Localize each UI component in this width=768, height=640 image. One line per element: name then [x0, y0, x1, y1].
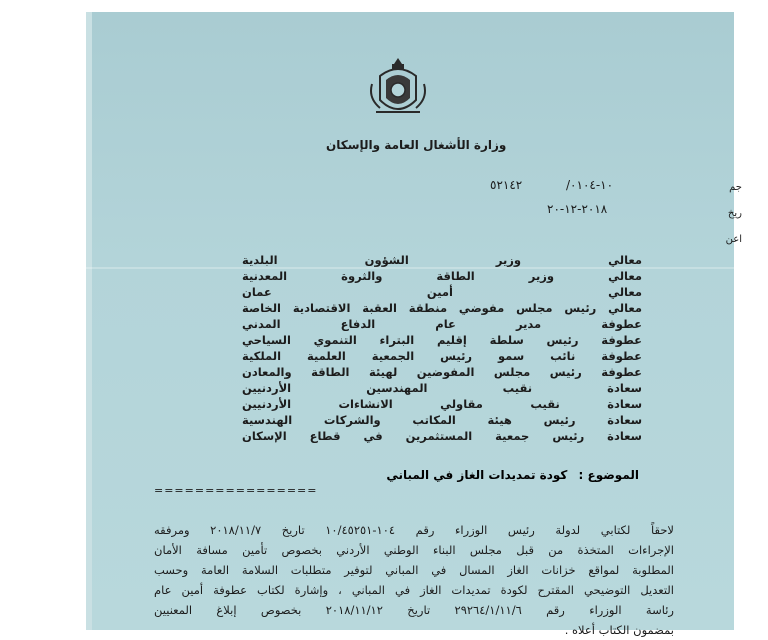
margin-label: جم [729, 182, 742, 193]
subject-label: الموضوع : [578, 468, 639, 482]
recipient-line: سعادة رئيس جمعية المستثمرين في قطاع الإسكان [242, 429, 642, 443]
body-line: الإجراءات المتخذة من قبل مجلس البناء الوطني الأردني بخصوص تأمين مسافة الأمان [154, 543, 674, 557]
ministry-name: وزارة الأشغال العامة والإسكان [326, 138, 507, 152]
recipient-line: معالي وزير الشؤون البلدية [242, 253, 642, 267]
outgoing-code: ٥٢١٤٢ [490, 178, 523, 192]
subject-text: كودة تمديدات الغاز في المباني [386, 468, 568, 482]
recipient-list [242, 252, 642, 444]
subject-line [309, 464, 639, 483]
coat-of-arms-icon [366, 54, 430, 122]
body-line: التعديل التوضيحي المقترح لكودة تمديدات الغاز في المباني ، وإشارة لكتاب عطوفة أمين عام [154, 583, 674, 597]
subject-underline: ================ [154, 484, 318, 497]
scanned-letter [86, 12, 742, 637]
recipient-line: معالي أمين عمان [242, 285, 642, 299]
body-line: لاحقاً لكتابي لدولة رئيس الوزراء رقم ١٠٤-١٠/٤٥٢٥١ تاريخ ٢٠١٨/١١/٧ ومرفقه [154, 523, 674, 537]
margin-label: اعن [725, 234, 742, 245]
recipient-line: عطوفة رئيس مجلس المفوضين لهيئة الطاقة والمعادن [242, 365, 642, 379]
letter-date: ٢٠١٨-١٢-٢٠ [547, 202, 608, 216]
body-line: رئاسة الوزراء رقم ٢٩٢٦٤/١/١١/٦ تاريخ ٢٠١٨/١١/١٢ بخصوص إبلاغ المعنيين [154, 603, 674, 617]
recipient-line: عطوفة رئيس سلطة إقليم البتراء التنموي السياحي [242, 333, 642, 347]
recipient-line: عطوفة مدير عام الدفاع المدني [242, 317, 642, 331]
recipient-line: عطوفة نائب سمو رئيس الجمعية العلمية الملكية [242, 349, 642, 363]
margin-label: ريخ [727, 208, 742, 219]
recipient-line: سعادة نقيب المهندسين الأردنيين [242, 381, 642, 395]
letter-body [154, 520, 674, 640]
recipient-line: معالي رئيس مجلس مفوضي منطقة العقبة الاقتصادية الخاصة [242, 301, 642, 315]
body-line: المطلوبة لمواقع خزانات الغاز المسال في المباني لتوفير متطلبات السلامة العامة وحسب [154, 563, 674, 577]
recipient-line: معالي وزير الطاقة والثروة المعدنية [242, 269, 642, 283]
page-edge [86, 12, 92, 630]
body-line: بمضمون الكتاب أعلاه . [564, 623, 674, 637]
recipient-line: سعادة رئيس هيئة المكاتب والشركات الهندسية [242, 413, 642, 427]
reference-number: /١٠-٠١٠٤ [566, 178, 614, 192]
recipient-line: سعادة نقيب مقاولي الانشاءات الأردنيين [242, 397, 642, 411]
